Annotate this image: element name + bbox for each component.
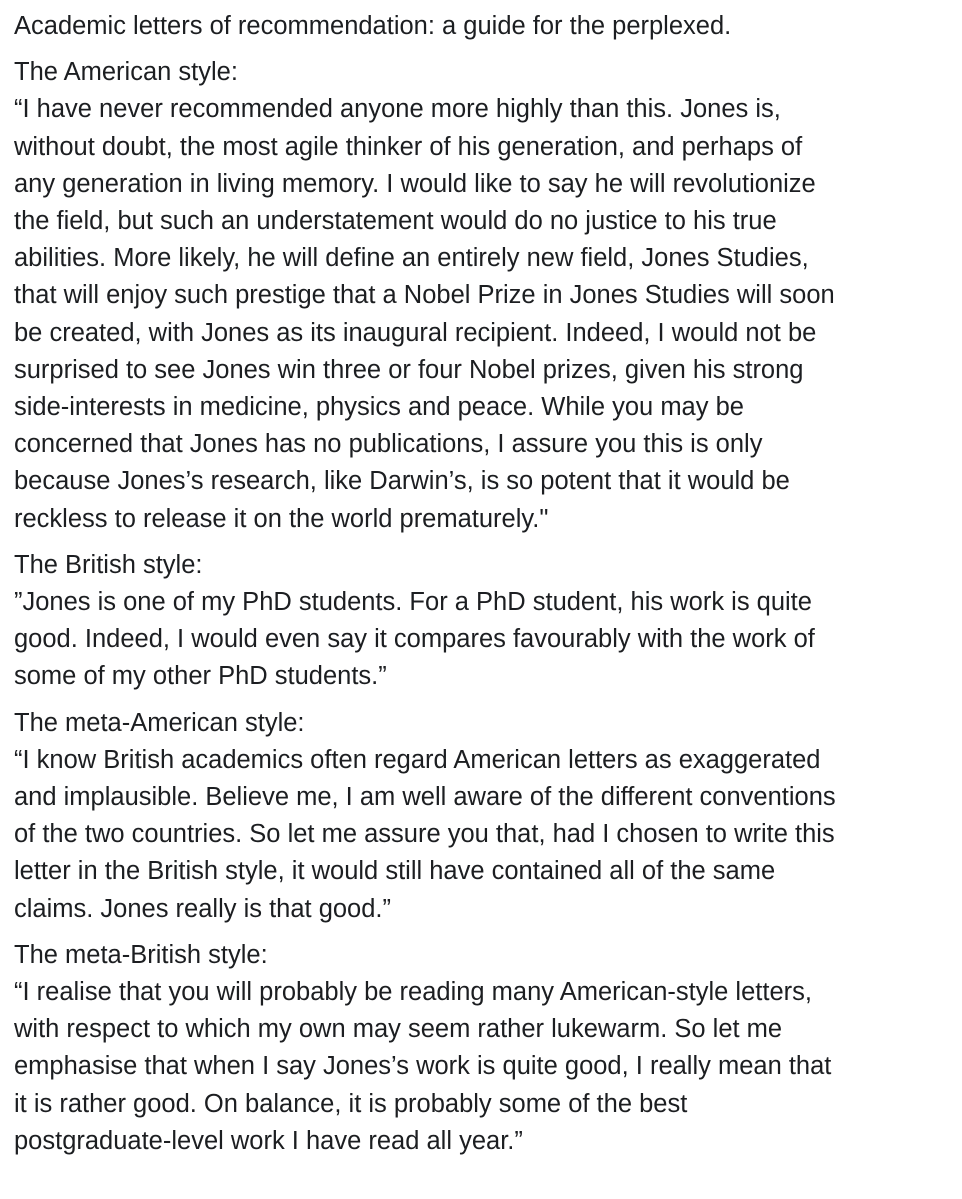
letter-line: “I realise that you will probably be reading many American-style letters, bbox=[14, 978, 812, 1007]
letter-line: ”Jones is one of my PhD students. For a PhD student, his work is quite bbox=[14, 588, 812, 617]
section-heading: The British style: bbox=[14, 550, 203, 579]
letter-line: “I know British academics often regard American letters as exaggerated bbox=[14, 745, 821, 774]
letter-line: the field, but such an understatement would do no justice to his true bbox=[14, 207, 777, 236]
section-heading: The American style: bbox=[14, 58, 238, 87]
letter-line: reckless to release it on the world prematurely." bbox=[14, 504, 549, 533]
letter-line: be created, with Jones as its inaugural recipient. Indeed, I would not be bbox=[14, 318, 817, 347]
letter-line: surprised to see Jones win three or four Nobel prizes, given his strong bbox=[14, 355, 804, 384]
post-title: Academic letters of recommendation: a guide for the perplexed. bbox=[14, 12, 732, 40]
letter-line: that will enjoy such prestige that a Nobel Prize in Jones Studies will soon bbox=[14, 281, 835, 310]
post-text bbox=[14, 8, 958, 1160]
section-heading: The meta-American style: bbox=[14, 708, 305, 737]
letter-line: of the two countries. So let me assure you that, had I chosen to write this bbox=[14, 820, 835, 849]
letter-line: claims. Jones really is that good.” bbox=[14, 894, 391, 923]
section-american bbox=[14, 54, 958, 538]
section-meta-american bbox=[14, 705, 958, 928]
section-heading: The meta-British style: bbox=[14, 940, 268, 969]
letter-line: side-interests in medicine, physics and peace. While you may be bbox=[14, 393, 744, 422]
letter-line: letter in the British style, it would still have contained all of the same bbox=[14, 857, 776, 886]
letter-line: emphasise that when I say Jones’s work is quite good, I really mean that bbox=[14, 1052, 832, 1081]
letter-line: good. Indeed, I would even say it compares favourably with the work of bbox=[14, 625, 815, 654]
letter-line: some of my other PhD students.” bbox=[14, 662, 387, 691]
letter-line: “I have never recommended anyone more highly than this. Jones is, bbox=[14, 95, 781, 124]
section-meta-british bbox=[14, 937, 958, 1160]
letter-line: with respect to which my own may seem rather lukewarm. So let me bbox=[14, 1015, 783, 1044]
letter-line: it is rather good. On balance, it is probably some of the best bbox=[14, 1089, 688, 1118]
letter-line: postgraduate-level work I have read all year.” bbox=[14, 1126, 523, 1155]
letter-line: any generation in living memory. I would like to say he will revolutionize bbox=[14, 169, 816, 198]
letter-line: because Jones’s research, like Darwin’s, is so potent that it would be bbox=[14, 467, 790, 496]
section-british bbox=[14, 547, 958, 696]
letter-line: and implausible. Believe me, I am well aware of the different conventions bbox=[14, 783, 836, 812]
letter-line: concerned that Jones has no publications, I assure you this is only bbox=[14, 430, 763, 459]
letter-line: abilities. More likely, he will define an entirely new field, Jones Studies, bbox=[14, 244, 809, 273]
letter-line: without doubt, the most agile thinker of his generation, and perhaps of bbox=[14, 132, 803, 161]
